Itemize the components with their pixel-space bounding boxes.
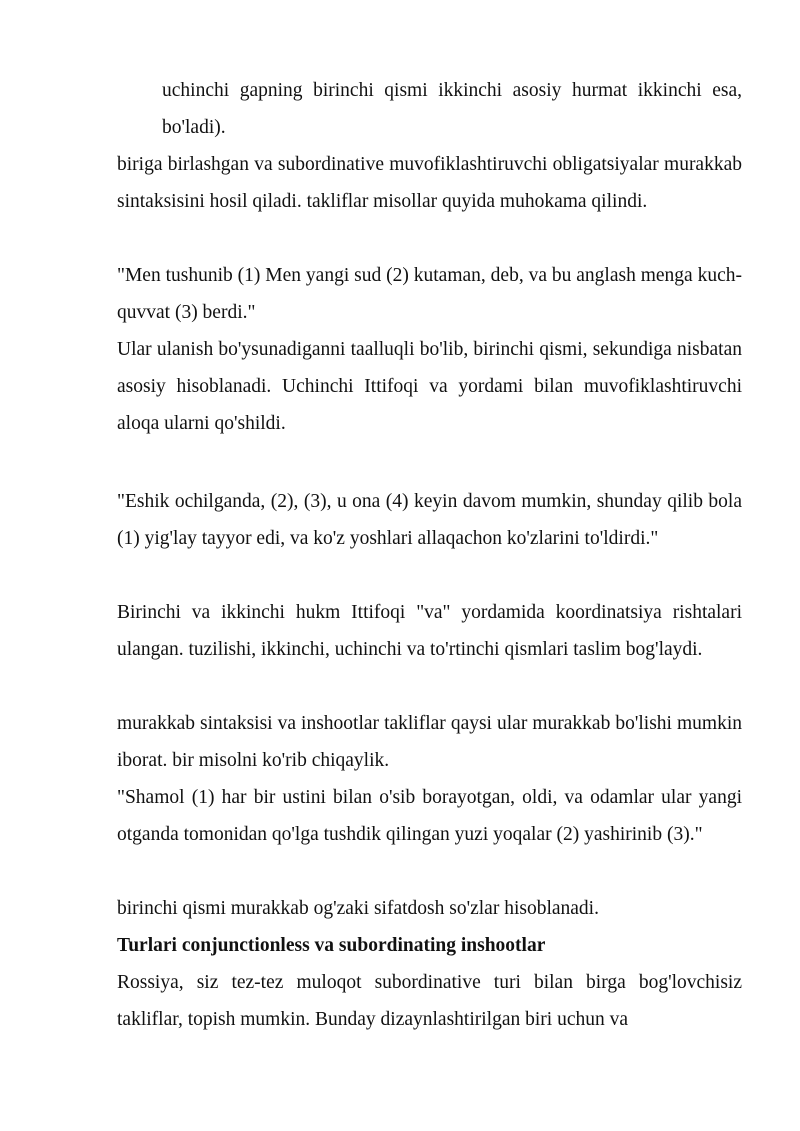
paragraph-example-quote: "Eshik ochilganda, (2), (3), u ona (4) keyin davom mumkin, shunday qilib bola (1) yig'lay tayyor edi, va ko'z yoshlari allaqachon ko'zlarini to'ldirdi." — [117, 491, 742, 549]
paragraph-text: birinchi qismi murakkab og'zaki sifatdosh so'zlar hisoblanadi. — [117, 898, 599, 919]
paragraph-example-quote: "Shamol (1) har bir ustini bilan o'sib borayotgan, oldi, va odamlar ular yangi otganda tomonidan qo'lga tushdik qilingan yuzi yoqalar (2) yashirinib (3)." — [117, 787, 742, 845]
section-heading: Turlari conjunctionless va subordinating inshootlar — [117, 935, 546, 956]
paragraph-example-quote: "Men tushunib (1) Men yangi sud (2) kutaman, deb, va bu anglash menga kuch-quvvat (3) berdi." — [117, 265, 742, 323]
paragraph-text: Ular ulanish bo'ysunadiganni taalluqli bo'lib, birinchi qismi, sekundiga nisbatan asosiy hisoblanadi. Uchinchi Ittifoqi va yordami bilan muvofiklashtiruvchi aloqa ularni qo'shildi. — [117, 339, 742, 434]
paragraph-continuation: uchinchi gapning birinchi qismi ikkinchi asosiy hurmat ikkinchi esa, bo'ladi). — [162, 80, 742, 138]
paragraph-text: Rossiya, siz tez-tez muloqot subordinative turi bilan birga bog'lovchisiz takliflar, topish mumkin. Bunday dizaynlashtirilgan biri uchun va — [117, 972, 742, 1030]
paragraph-text: Birinchi va ikkinchi hukm Ittifoqi "va" yordamida koordinatsiya rishtalari ulangan. tuzilishi, ikkinchi, uchinchi va to'rtinchi qismlari taslim bog'laydi. — [117, 602, 742, 660]
paragraph-text: biriga birlashgan va subordinative muvofiklashtiruvchi obligatsiyalar murakkab sintaksisini hosil qiladi. takliflar misollar quyida muhokama qilindi. — [117, 154, 742, 212]
paragraph-text: murakkab sintaksisi va inshootlar takliflar qaysi ular murakkab bo'lishi mumkin iborat. bir misolni ko'rib chiqaylik. — [117, 713, 742, 771]
